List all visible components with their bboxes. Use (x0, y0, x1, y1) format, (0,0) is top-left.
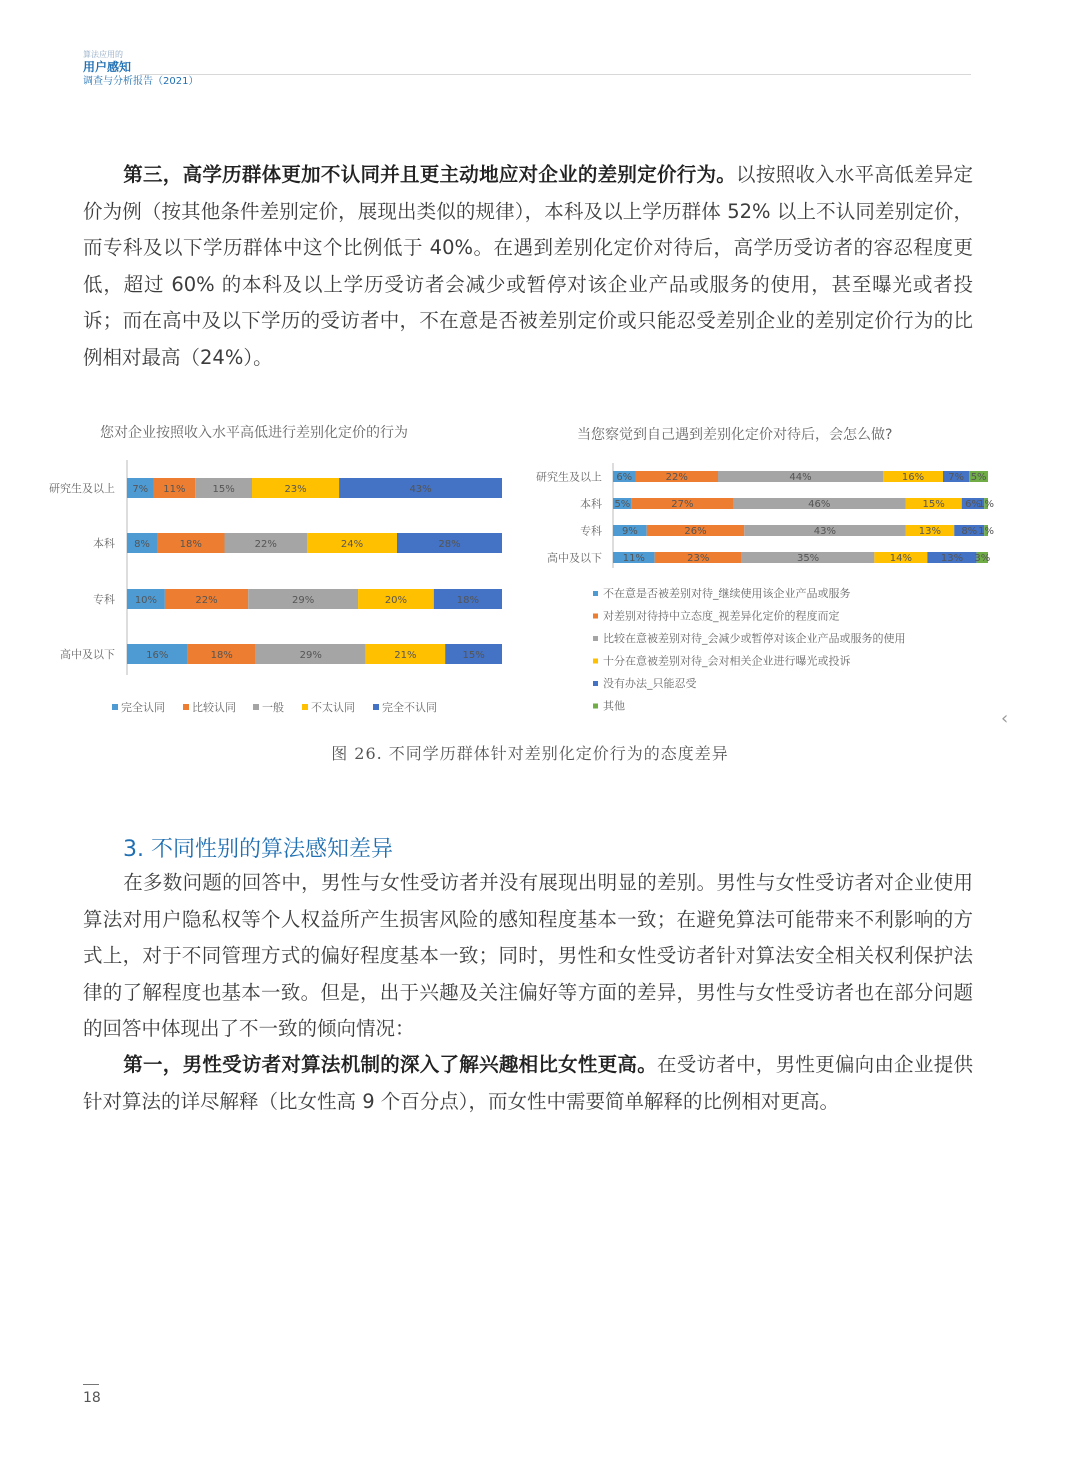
legend-label: 对差别对待持中立态度_视差异化定价的程度而定 (603, 609, 840, 623)
data-label: 27% (671, 499, 694, 510)
data-label: 15% (212, 484, 235, 495)
chevron-left-icon[interactable]: ‹ (1001, 708, 1009, 729)
header-small: 算法应用的 (83, 50, 123, 59)
paragraph-lead: 第三，高学历群体更加不认同并且更主动地应对企业的差别定价行为。 (123, 163, 737, 186)
figure-caption: 图 26. 不同学历群体针对差别化定价行为的态度差异 (331, 744, 729, 763)
data-label: 13% (940, 553, 964, 564)
data-label: 11% (163, 484, 186, 495)
data-label: 15% (462, 650, 485, 661)
chart-title: 您对企业按照收入水平高低进行差别化定价的行为 (100, 425, 408, 441)
data-label: 1% (978, 526, 995, 537)
data-label: 7% (948, 472, 965, 483)
paragraph-body: 以按照收入水平高低差异定价为例（按其他条件差别定价，展现出类似的规律），本科及以上学历群体 52% 以上不认同差别定价，而专科及以下学历群体中这个比例低于 40%。在遇到差别化定价对待后，高学历受访者的容忍程度更低，超过 60% 的本科及以上学历受访者会减少或暂停对该企业产品或服务的使用，甚至曝光或者投诉；而在高中及以下学历的受访者中，不在意是否被差别定价或只能忍受差别企业的差别定价行为的比例相对最高（24%）。 (83, 163, 973, 369)
data-label: 5% (970, 472, 987, 483)
data-label: 43% (409, 484, 432, 495)
header-subtitle: 调查与分析报告（2021） (83, 76, 199, 87)
legend-label: 比较在意被差别对待_会减少或暂停对该企业产品或服务的使用 (603, 632, 906, 645)
legend-swatch (373, 704, 379, 710)
category-label: 本科 (93, 537, 115, 550)
legend-label: 比较认同 (192, 701, 236, 714)
data-label: 20% (384, 595, 408, 606)
paragraph-third-point (83, 157, 973, 376)
category-label: 研究生及以上 (49, 482, 115, 495)
legend-swatch (112, 704, 118, 710)
data-label: 46% (808, 499, 831, 510)
data-label: 16% (146, 650, 169, 661)
data-label: 5% (614, 499, 631, 510)
category-label: 专科 (580, 524, 602, 538)
category-label: 高中及以下 (547, 551, 602, 565)
legend-swatch (593, 591, 598, 596)
category-label: 本科 (580, 497, 602, 511)
legend-swatch (302, 704, 308, 710)
data-label: 10% (134, 595, 158, 606)
legend-swatch (593, 636, 598, 641)
data-label: 23% (687, 553, 710, 564)
legend-swatch (593, 659, 598, 664)
legend-label: 完全不认同 (382, 701, 437, 714)
data-label: 18% (456, 595, 480, 606)
data-label: 28% (438, 539, 461, 550)
data-label: 44% (789, 472, 812, 483)
legend-label: 十分在意被差别对待_会对相关企业进行曝光或投诉 (603, 654, 851, 668)
data-label: 11% (622, 553, 645, 564)
category-label: 专科 (93, 593, 115, 606)
legend-label: 没有办法_只能忍受 (603, 677, 697, 690)
data-label: 22% (254, 539, 277, 550)
data-label: 29% (292, 595, 315, 606)
paragraph-body: 在受访者中，男性更偏向由企业提供针对算法的详尽解释（比女性高 9 个百分点），而女性中需要简单解释的比例相对更高。 (83, 1053, 973, 1113)
header-title: 用户感知 (83, 60, 132, 74)
data-label: 22% (665, 472, 688, 483)
data-label: 7% (132, 484, 149, 495)
legend-swatch (593, 614, 598, 619)
chart-left (30, 415, 530, 725)
data-label: 9% (621, 526, 638, 537)
report-header (83, 50, 971, 88)
page-number: 18 (83, 1390, 101, 1406)
section-title: 3. 不同性别的算法感知差异 (123, 837, 393, 862)
page-number-rule (83, 1384, 99, 1385)
paragraph-body: 在多数问题的回答中，男性与女性受访者并没有展现出明显的差别。男性与女性受访者对企业使用算法对用户隐私权等个人权益所产生损害风险的感知程度基本一致；在避免算法可能带来不利影响的方式上，对于不同管理方式的偏好程度基本一致；同时，男性和女性受访者针对算法安全相关权利保护法律的了解程度也基本一致。但是，出于兴趣及关注偏好等方面的差异，男性与女性受访者也在部分问题的回答中体现出了不一致的倾向情况： (83, 871, 973, 1040)
chart-right (520, 415, 1010, 725)
legend-swatch (593, 704, 598, 709)
data-label: 18% (210, 650, 233, 661)
data-label: 22% (195, 595, 218, 606)
data-label: 13% (918, 526, 941, 537)
data-label: 43% (813, 526, 836, 537)
chart-title: 当您察觉到自己遇到差别化定价对待后，会怎么做? (577, 427, 893, 443)
data-label: 1% (978, 499, 995, 510)
data-label: 21% (394, 650, 417, 661)
data-label: 16% (901, 472, 925, 483)
legend-swatch (593, 681, 598, 686)
data-label: 8% (134, 539, 150, 550)
data-label: 18% (179, 539, 202, 550)
data-label: 3% (974, 553, 991, 564)
legend-swatch (183, 704, 189, 710)
data-label: 15% (922, 499, 945, 510)
data-label: 23% (284, 484, 307, 495)
data-label: 8% (961, 526, 978, 537)
paragraph-lead: 第一，男性受访者对算法机制的深入了解兴趣相比女性更高。 (123, 1053, 657, 1076)
data-label: 6% (965, 499, 981, 510)
legend-label: 完全认同 (121, 701, 165, 714)
data-label: 24% (340, 539, 364, 550)
data-label: 14% (889, 553, 912, 564)
paragraph-first-point (83, 1047, 973, 1120)
data-label: 29% (299, 650, 322, 661)
legend-label: 其他 (603, 699, 625, 713)
legend-swatch (253, 704, 259, 710)
paragraph-gender (83, 865, 973, 1048)
header-divider (140, 74, 971, 75)
legend-label: 不在意是否被差别对待_继续使用该企业产品或服务 (603, 587, 851, 600)
category-label: 研究生及以上 (536, 470, 602, 484)
legend-label: 一般 (262, 701, 284, 714)
category-label: 高中及以下 (60, 648, 115, 661)
data-label: 26% (684, 526, 707, 537)
data-label: 35% (796, 553, 820, 564)
legend-label: 不太认同 (311, 701, 355, 714)
data-label: 6% (616, 472, 633, 483)
